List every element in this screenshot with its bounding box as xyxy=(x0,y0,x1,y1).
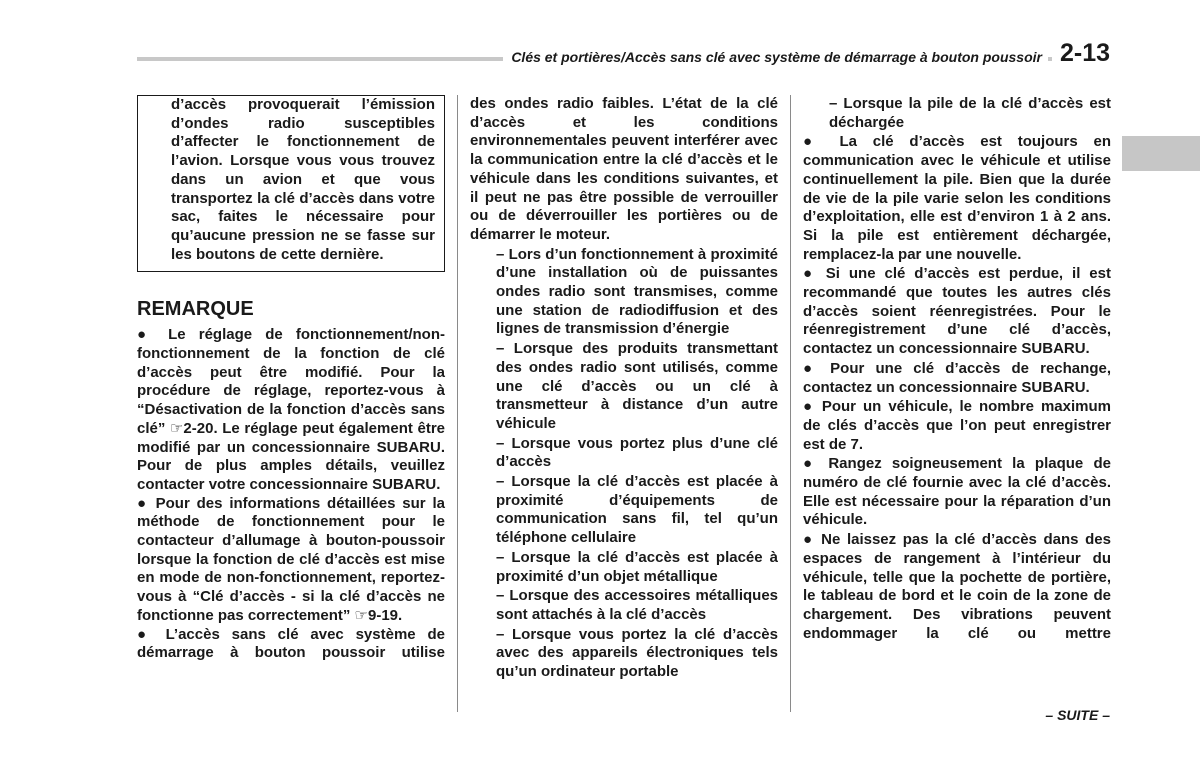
list-item: – Lors d’un fonctionnement à proximité d’une installation où de puissantes ondes radio sont transmises, comme une station de radiodiffusion et des lignes de transmission d’énergie xyxy=(496,245,778,338)
warning-text: d’accès provoquerait l’émission d’ondes radio susceptibles d’affecter le fonctionnement de l’avion. Lorsque vous vous trouvez dans un avion et que vous transportez la clé d’accès dans votre sac, faites le nécessaire pour qu’aucune pression ne se fasse sur les boutons de cette dernière. xyxy=(171,96,435,263)
chapter-tab xyxy=(1122,136,1200,171)
column-divider-left xyxy=(457,95,458,712)
continued-label: – SUITE – xyxy=(1045,707,1110,723)
list-item: – Lorsque vous portez la clé d’accès avec des appareils électroniques tels qu’un ordinateur portable xyxy=(496,625,778,681)
right-column xyxy=(803,95,1111,643)
section-title: Clés et portières/Accès sans clé avec système de démarrage à bouton poussoir xyxy=(503,48,1048,66)
note-paragraph: ● Pour un véhicule, le nombre maximum de clés d’accès que l’on peut enregistrer est de 7. xyxy=(803,398,1111,453)
list-item: – Lorsque la pile de la clé d’accès est déchargée xyxy=(829,95,1111,131)
note-paragraph: ● Le réglage de fonctionnement/non-fonctionnement de la fonction de clé d’accès peut être modifié. Pour la procédure de réglage, reportez-vous à “Désactivation de la fonction d’accès sans clé” ☞2-20. Le réglage peut également être modifié par un concessionnaire SUBARU. Pour de plus amples détails, veuillez contacter votre concessionnaire SUBARU. xyxy=(137,326,445,493)
column-divider-right xyxy=(790,95,791,712)
note-paragraph: ● Pour une clé d’accès de rechange, contactez un concessionnaire SUBARU. xyxy=(803,359,1111,396)
left-column xyxy=(137,95,445,663)
list-item: – Lorsque des accessoires métalliques sont attachés à la clé d’accès xyxy=(496,587,778,623)
note-paragraph: ● Ne laissez pas la clé d’accès dans des espaces de rangement à l’intérieur du véhicule, telle que la pochette de portière, le tableau de bord et le coin de la zone de chargement. Des vibrations peuvent endommager la clé ou mettre xyxy=(803,531,1111,642)
warning-box xyxy=(137,95,445,272)
list-item: – Lorsque la clé d’accès est placée à proximité d’équipements de communication sans fil, tel qu’un téléphone cellulaire xyxy=(496,473,778,547)
note-paragraph: ● Si une clé d’accès est perdue, il est recommandé que toutes les autres clés d’accès soient réenregistrées. Pour le réenregistrement d’une clé d’accès, contactez un concessionnaire SUBARU. xyxy=(803,265,1111,358)
body-paragraph: des ondes radio faibles. L’état de la clé d’accès et les conditions environnementales peuvent interférer avec la communication entre la clé d’accès et le véhicule dans les conditions suivantes, et il peut ne pas être possible de verrouiller ou de déverrouiller les portières ou de démarrer le moteur. xyxy=(470,95,778,243)
page-number: 2-13 xyxy=(1060,39,1111,67)
note-paragraph: ● Rangez soigneusement la plaque de numéro de clé fournie avec la clé d’accès. Elle est nécessaire pour la réparation d’un véhicule. xyxy=(803,455,1111,529)
note-heading: REMARQUE xyxy=(137,298,254,321)
list-item: – Lorsque des produits transmettant des ondes radio sont utilisés, comme une clé d’accès ou un clé à transmetteur à distance d’un autre véhicule xyxy=(496,340,778,432)
note-paragraph: ● Pour des informations détaillées sur la méthode de fonctionnement pour le contacteur d’allumage à bouton-poussoir lorsque la fonction de clé d’accès est mise en mode de non-fonctionnement, reportez-vous à “Clé d’accès - si la clé d’accès ne fonctionne pas correctement” ☞9-19. xyxy=(137,494,445,624)
note-paragraph: ● La clé d’accès est toujours en communication avec le véhicule et utilise continuellement la pile. Bien que la durée de vie de la pile varie selon les conditions d’exploitation, elle est d’environ 1 à 2 ans. Si la pile est entièrement déchargée, remplacez-la par une nouvelle. xyxy=(803,133,1111,263)
list-item: – Lorsque vous portez plus d’une clé d’accès xyxy=(496,434,778,471)
list-item: – Lorsque la clé d’accès est placée à proximité d’un objet métallique xyxy=(496,548,778,585)
note-paragraph: ● L’accès sans clé avec système de démarrage à bouton poussoir utilise xyxy=(137,625,445,662)
middle-column xyxy=(470,95,778,682)
